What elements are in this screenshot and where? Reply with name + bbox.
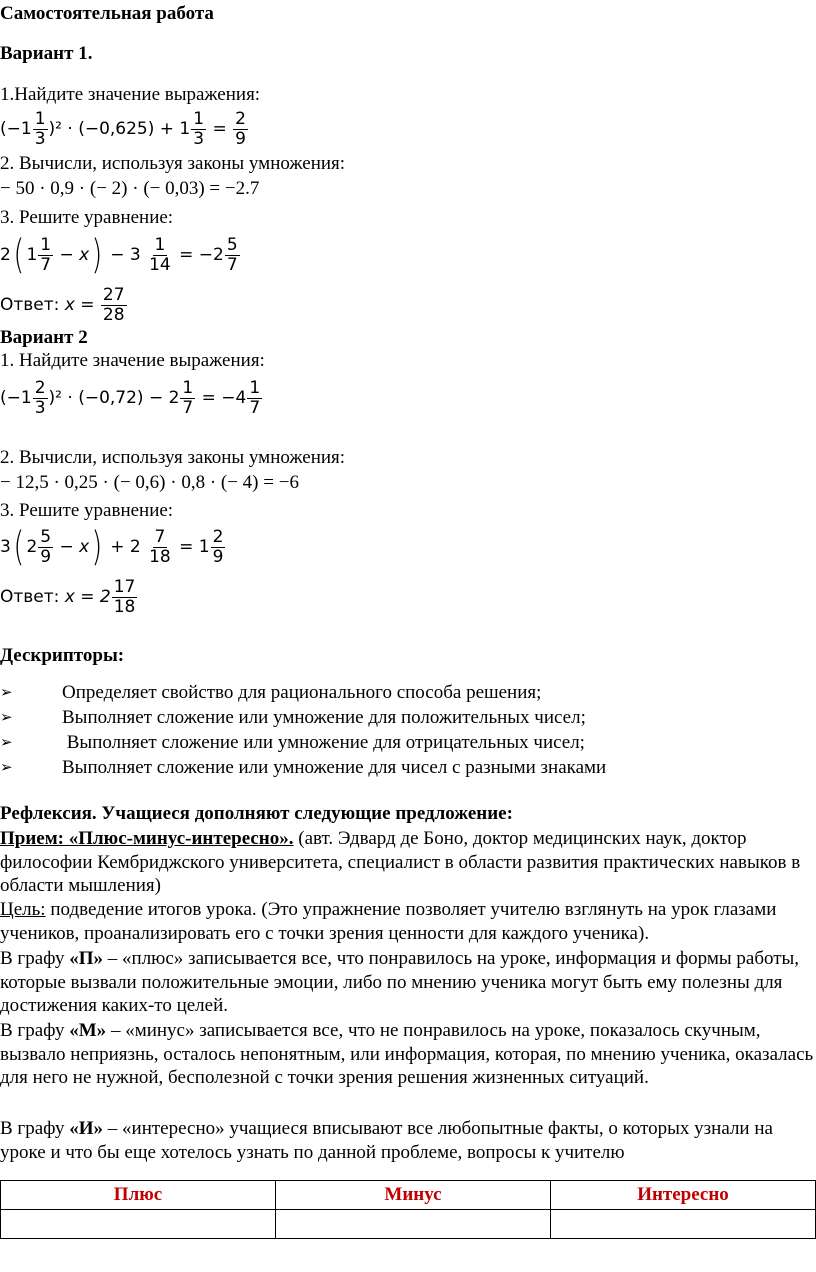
v2-task2: 2. Вычисли, используя законы умножения: [0, 447, 346, 468]
reflection-goal: Цель: подведение итогов урока. (Это упражнение позволяет учителю взглянуть на урок глазами учеников, проанализировать его с точки зрения ценности для каждого ученика). [0, 899, 777, 944]
v1-task3: 3. Решите уравнение: [0, 207, 174, 228]
arrow-bullet-icon: ➢ [0, 683, 13, 701]
arrow-bullet-icon: ➢ [0, 733, 13, 751]
reflection-table [0, 1180, 816, 1239]
table-cell[interactable] [276, 1210, 551, 1239]
variant1-heading: Вариант 1. [0, 43, 93, 64]
table-header-plus: Плюс [1, 1181, 276, 1210]
table-cell[interactable] [551, 1210, 816, 1239]
arrow-bullet-icon: ➢ [0, 708, 13, 726]
v1-equation3: 2 ( 1 $\frac{1}{7}$ − x ) − 3 $\frac{1}{14}$ = −2 $\frac{5}{7}$ [0, 232, 238, 278]
table-header-interesting: Интересно [551, 1181, 816, 1210]
arrow-bullet-icon: ➢ [0, 758, 13, 776]
reflection-plus: В графу «П» – «плюс» записывается все, что понравилось на уроке, информация и формы работы, которые вызвали положительные эмоции, либо по мнению ученика могут быть ему полезны для достижения каких-то целей. [0, 948, 800, 1016]
table-cell[interactable] [1, 1210, 276, 1239]
page-title: Самостоятельная работа [0, 3, 214, 24]
table-header-minus: Минус [276, 1181, 551, 1210]
v2-task3: 3. Решите уравнение: [0, 500, 174, 521]
v2-task1: 1. Найдите значение выражения: [0, 350, 265, 371]
v1-answer: Ответ: x = $\frac{27}{28}$ [0, 284, 125, 325]
v2-expression1: (−1 $\frac{2}{3}$ )² · (−0,72) − 2 $\frac{1}{7}$ = −4 $\frac{1}{7}$ [0, 377, 261, 418]
variant2-heading: Вариант 2 [0, 327, 88, 348]
reflection-method: Прием: «Плюс-минус-интересно». (авт. Эдвард де Боно, доктор медицинских наук, доктор философии Кембриджского университета, специалист в области развития практических навыков в области мышления) [0, 828, 801, 896]
table-header-row [1, 1181, 816, 1210]
v1-expression2: − 50 · 0,9 · (− 2) · (− 0,03) = −2.7 [0, 178, 260, 199]
v1-expression1: (−1 $\frac{1}{3}$ )² · (−0,625) + 1 $\frac{1}{3}$ = $\frac{2}{9}$ [0, 108, 246, 149]
v1-task2: 2. Вычисли, используя законы умножения: [0, 153, 346, 174]
v1-task1: 1.Найдите значение выражения: [0, 84, 261, 105]
descriptors-heading: Дескрипторы: [0, 645, 125, 666]
table-row [1, 1210, 816, 1239]
v2-equation3: 3 ( 2 $\frac{5}{9}$ − x ) + 2 $\frac{7}{18}$ = 1 $\frac{2}{9}$ [0, 524, 224, 570]
reflection-interesting: В графу «И» – «интересно» учащиеся вписывают все любопытные факты, о которых узнали на уроке и что бы еще хотелось узнать по данной проблеме, вопросы к учителю [0, 1118, 773, 1163]
reflection-minus: В графу «М» – «минус» записывается все, что не понравилось на уроке, показалось скучным, вызвало неприязнь, осталось непонятным, или информация, которая, по мнению ученика, оказалась для него не нужной, бесполезной с точки зрения решения жизненных ситуаций. [0, 1020, 814, 1088]
v2-expression2: − 12,5 · 0,25 · (− 0,6) · 0,8 · (− 4) = −6 [0, 472, 299, 493]
reflection-heading: Рефлексия. Учащиеся дополняют следующие предложение: [0, 803, 513, 824]
v2-answer: Ответ: x = 2 $\frac{17}{18}$ [0, 576, 136, 617]
